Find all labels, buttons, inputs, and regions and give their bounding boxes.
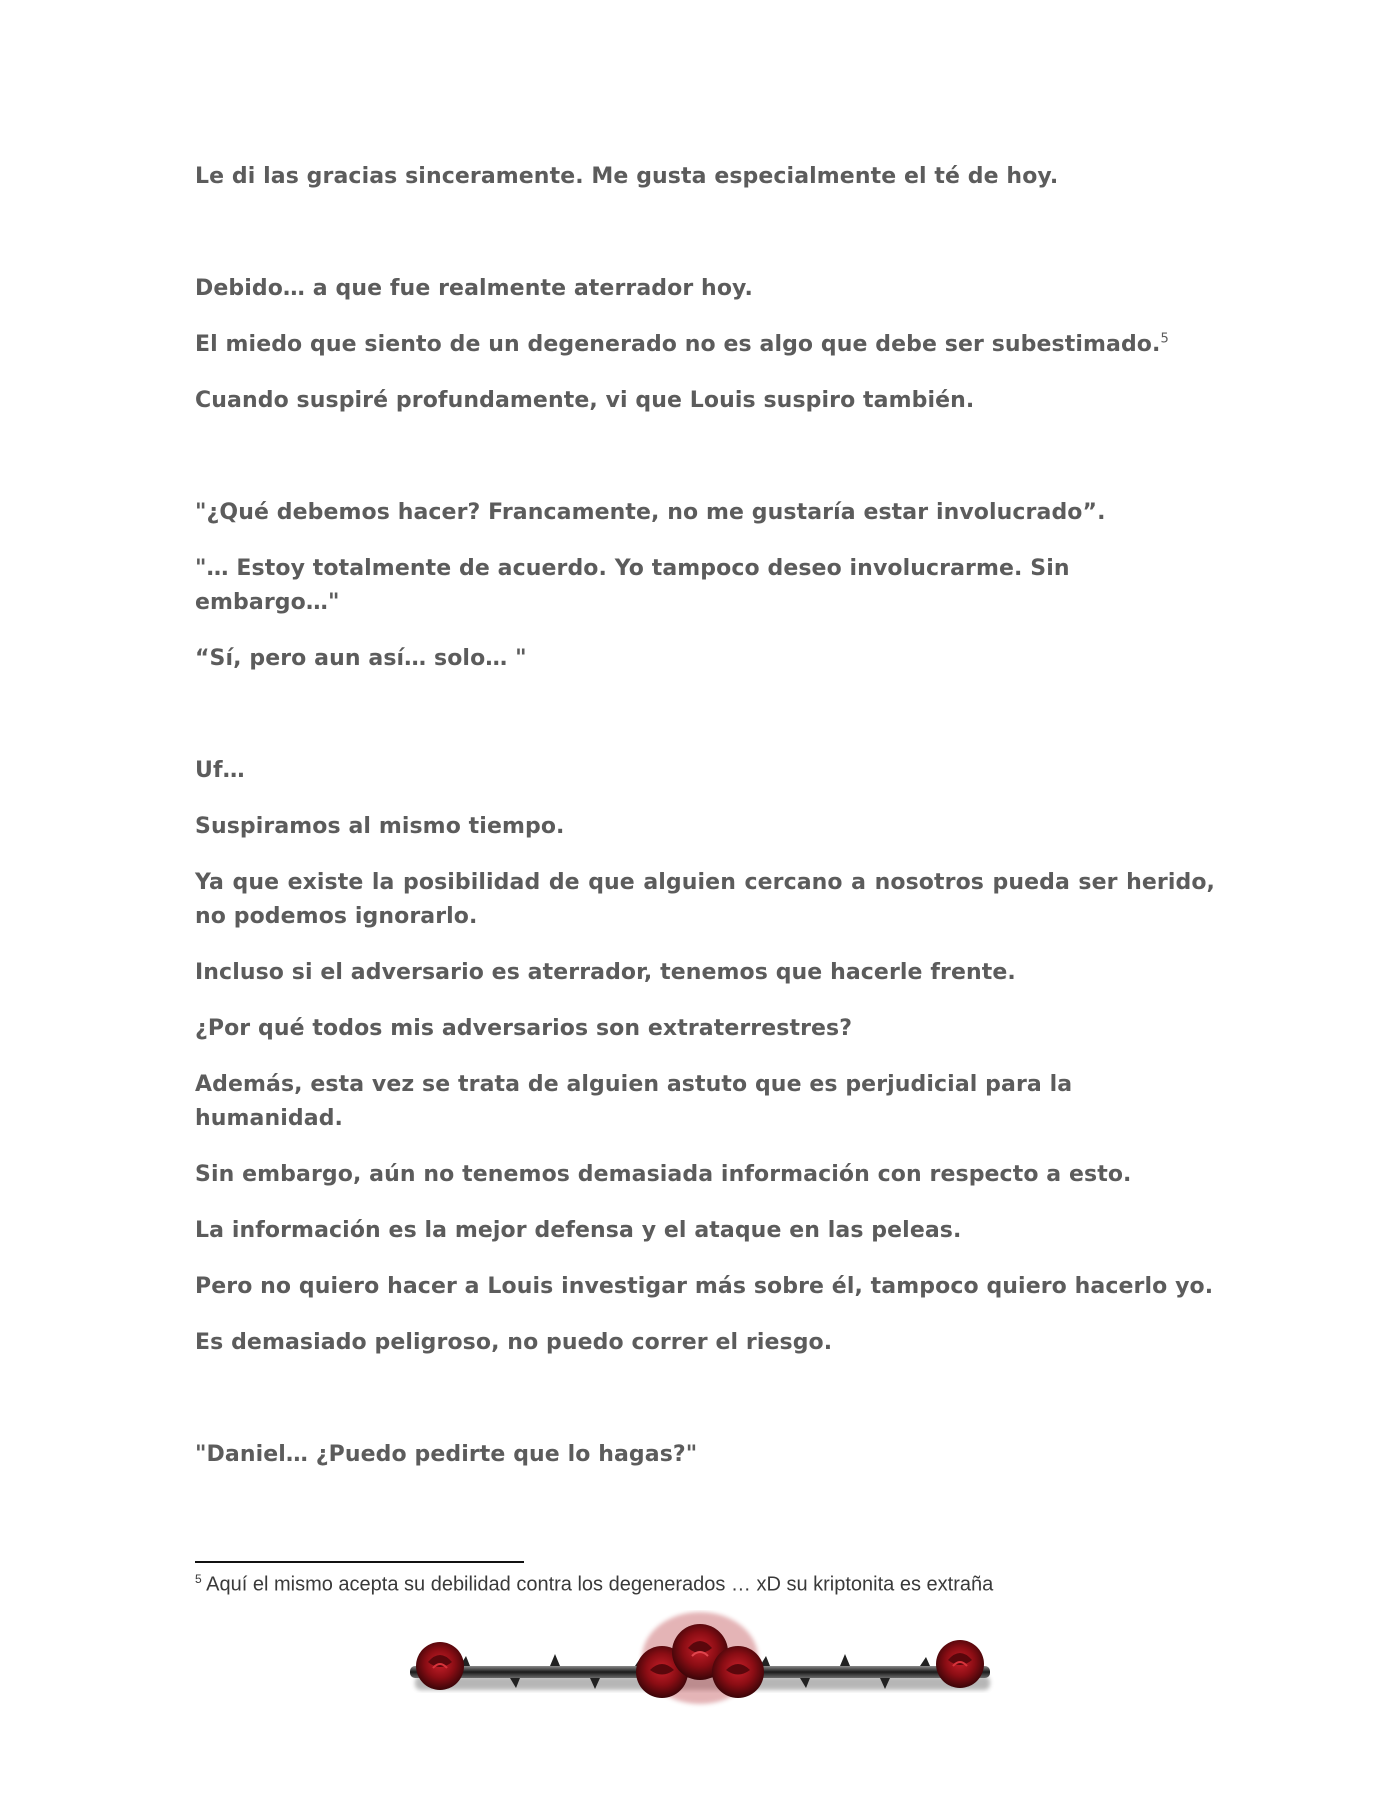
footnote (195, 1572, 1205, 1597)
paragraph-10: Ya que existe la posibilidad de que alguien cercano a nosotros pueda ser herido, no podemos ignorarlo. (195, 870, 1215, 929)
paragraph-4: Cuando suspiré profundamente, vi que Louis suspiro también. (195, 388, 975, 413)
paragraph-17: Es demasiado peligroso, no puedo correr el riesgo. (195, 1330, 833, 1355)
paragraph-11: Incluso si el adversario es aterrador, tenemos que hacerle frente. (195, 960, 1016, 985)
rose-left (416, 1642, 464, 1690)
footnote-text: Aquí el mismo acepta su debilidad contra los degenerados … xD su kriptonita es extraña (206, 1573, 994, 1596)
paragraph-16: Pero no quiero hacer a Louis investigar más sobre él, tampoco quiero hacerlo yo. (195, 1274, 1214, 1299)
footnote-number: 5 (195, 1572, 202, 1586)
footnote-separator (195, 1561, 524, 1563)
paragraph-5: "¿Qué debemos hacer? Francamente, no me gustaría estar involucrado”. (195, 500, 1106, 525)
paragraph-13: Además, esta vez se trata de alguien astuto que es perjudicial para la humanidad. (195, 1072, 1073, 1131)
paragraph-6: "… Estoy totalmente de acuerdo. Yo tampoco deseo involucrarme. Sin embargo…" (195, 556, 1070, 615)
paragraph-14: Sin embargo, aún no tenemos demasiada información con respecto a esto. (195, 1162, 1132, 1187)
paragraph-3 (195, 328, 1215, 362)
paragraph-15: La información es la mejor defensa y el ataque en las peleas. (195, 1218, 962, 1243)
rose-right (936, 1640, 984, 1688)
paragraph-7: “Sí, pero aun así… solo… " (195, 646, 527, 671)
paragraph-18: "Daniel… ¿Puedo pedirte que lo hagas?" (195, 1442, 698, 1467)
rose-center-cluster (636, 1612, 764, 1704)
paragraph-8: Uf… (195, 758, 245, 783)
paragraph-12: ¿Por qué todos mis adversarios son extraterrestres? (195, 1016, 853, 1041)
body-text (195, 160, 1215, 1472)
paragraph-2: Debido… a que fue realmente aterrador hoy. (195, 276, 753, 301)
rose-ornament-icon (400, 1610, 1000, 1720)
footnote-reference[interactable]: 5 (1160, 331, 1169, 347)
paragraph-9: Suspiramos al mismo tiempo. (195, 814, 565, 839)
paragraph-3-text: El miedo que siento de un degenerado no es algo que debe ser subestimado. (195, 332, 1161, 357)
paragraph-1: Le di las gracias sinceramente. Me gusta especialmente el té de hoy. (195, 164, 1059, 189)
